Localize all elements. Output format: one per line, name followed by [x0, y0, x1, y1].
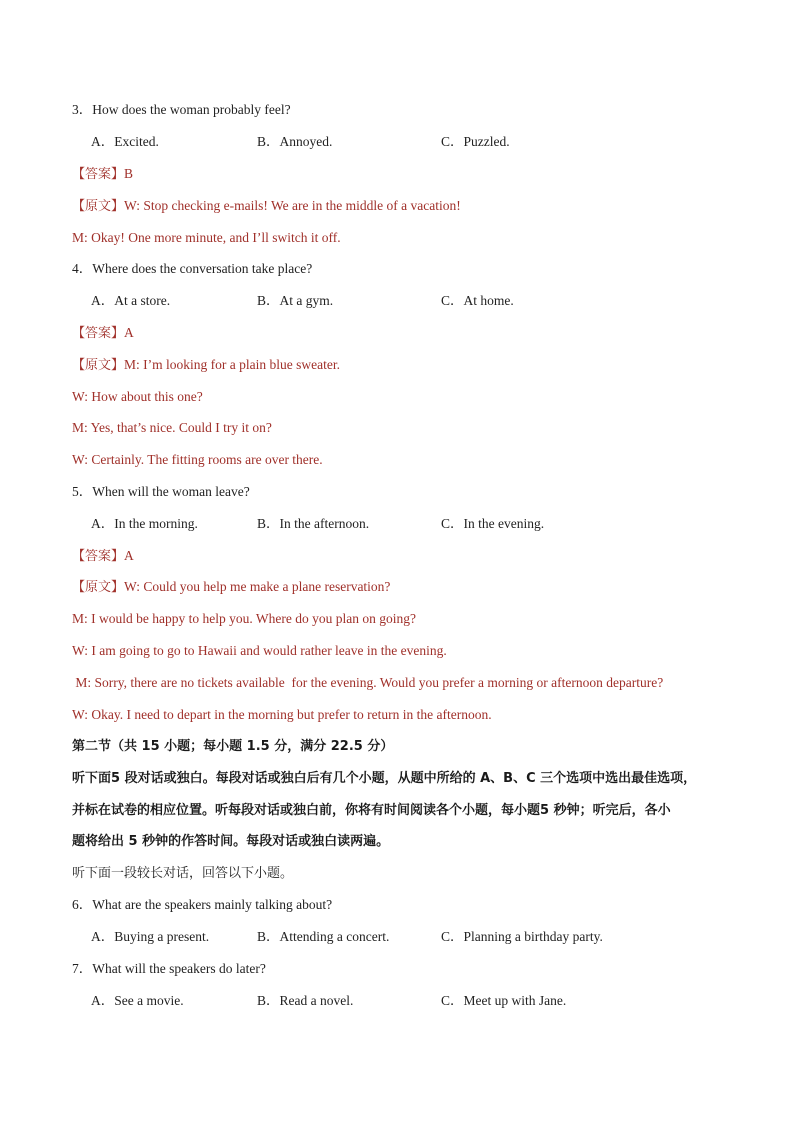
question-4-script-line-1: [72, 356, 754, 375]
question-3-answer: [72, 165, 754, 184]
answer-tag: 【答案】: [72, 167, 125, 182]
question-5-stem: 5．When will the woman leave?: [72, 484, 250, 499]
answer-value: A: [124, 548, 134, 563]
question-3-option-c: C．Puzzled.: [441, 134, 510, 149]
answer-tag: 【答案】: [72, 549, 125, 564]
section-2-heading: 第二节（共 15 小题；每小题 1.5 分，满分 22.5 分）: [72, 739, 394, 754]
script-tag: 【原文】: [72, 580, 125, 595]
script-text: W: Could you help me make a plane reservation?: [124, 579, 391, 594]
question-4-script-line-4: W: Certainly. The fitting rooms are over there.: [72, 452, 323, 467]
question-6-stem: 6．What are the speakers mainly talking about?: [72, 897, 333, 912]
section-2-instructions-line-1: 听下面5 段对话或独白。每段对话或独白后有几个小题，从题中所给的 A、B、C 三个选项中选出最佳选项，: [72, 771, 697, 786]
question-5-option-b: B．In the afternoon.: [257, 516, 370, 531]
section-2-instructions-line-3: 题将给出 5 秒钟的作答时间。每段对话或独白读两遍。: [72, 834, 390, 849]
question-5-option-a: A．In the morning.: [91, 516, 198, 531]
question-7-option-a: A．See a movie.: [91, 993, 184, 1008]
answer-value: B: [124, 166, 134, 181]
question-6-option-b: B．Attending a concert.: [257, 929, 390, 944]
question-3-stem: 3．How does the woman probably feel?: [72, 102, 291, 117]
question-7-option-b: B．Read a novel.: [257, 993, 354, 1008]
answer-tag: 【答案】: [72, 326, 125, 341]
question-5-script-line-3: W: I am going to go to Hawaii and would rather leave in the evening.: [72, 643, 447, 658]
question-3-script-line-2: M: Okay! One more minute, and I’ll switch it off.: [72, 230, 341, 245]
question-5-script-line-1: [72, 578, 754, 597]
question-6-option-c: C．Planning a birthday party.: [441, 929, 603, 944]
question-5-answer: [72, 547, 754, 566]
question-4-script-line-3: M: Yes, that’s nice. Could I try it on?: [72, 420, 272, 435]
question-7-stem: 7．What will the speakers do later?: [72, 961, 266, 976]
question-4-answer: [72, 324, 754, 343]
question-4-stem: 4．Where does the conversation take place?: [72, 261, 313, 276]
question-5-option-c: C．In the evening.: [441, 516, 545, 531]
question-5-script-line-2: M: I would be happy to help you. Where do you plan on going?: [72, 611, 416, 626]
question-4-option-a: A．At a store.: [91, 293, 171, 308]
question-5-script-line-5: W: Okay. I need to depart in the morning but prefer to return in the afternoon.: [72, 707, 492, 722]
question-5-script-line-4: M: Sorry, there are no tickets available for the evening. Would you prefer a morning or afternoon departure?: [72, 675, 664, 690]
question-6-option-a: A．Buying a present.: [91, 929, 210, 944]
script-tag: 【原文】: [72, 358, 125, 373]
answer-value: A: [124, 325, 134, 340]
section-2-prompt: 听下面一段较长对话，回答以下小题。: [72, 866, 294, 881]
question-4-option-b: B．At a gym.: [257, 293, 334, 308]
question-7-option-c: C．Meet up with Jane.: [441, 993, 567, 1008]
script-text: M: I’m looking for a plain blue sweater.: [124, 357, 340, 372]
question-3-option-a: A．Excited.: [91, 134, 159, 149]
question-3-option-b: B．Annoyed.: [257, 134, 333, 149]
question-4-script-line-2: W: How about this one?: [72, 389, 203, 404]
question-4-option-c: C．At home.: [441, 293, 514, 308]
script-tag: 【原文】: [72, 199, 125, 214]
script-text: W: Stop checking e-mails! We are in the middle of a vacation!: [124, 198, 461, 213]
question-3-script-line-1: [72, 197, 754, 216]
section-2-instructions-line-2: 并标在试卷的相应位置。听每段对话或独白前，你将有时间阅读各个小题，每小题5 秒钟；听完后，各小: [72, 803, 671, 818]
